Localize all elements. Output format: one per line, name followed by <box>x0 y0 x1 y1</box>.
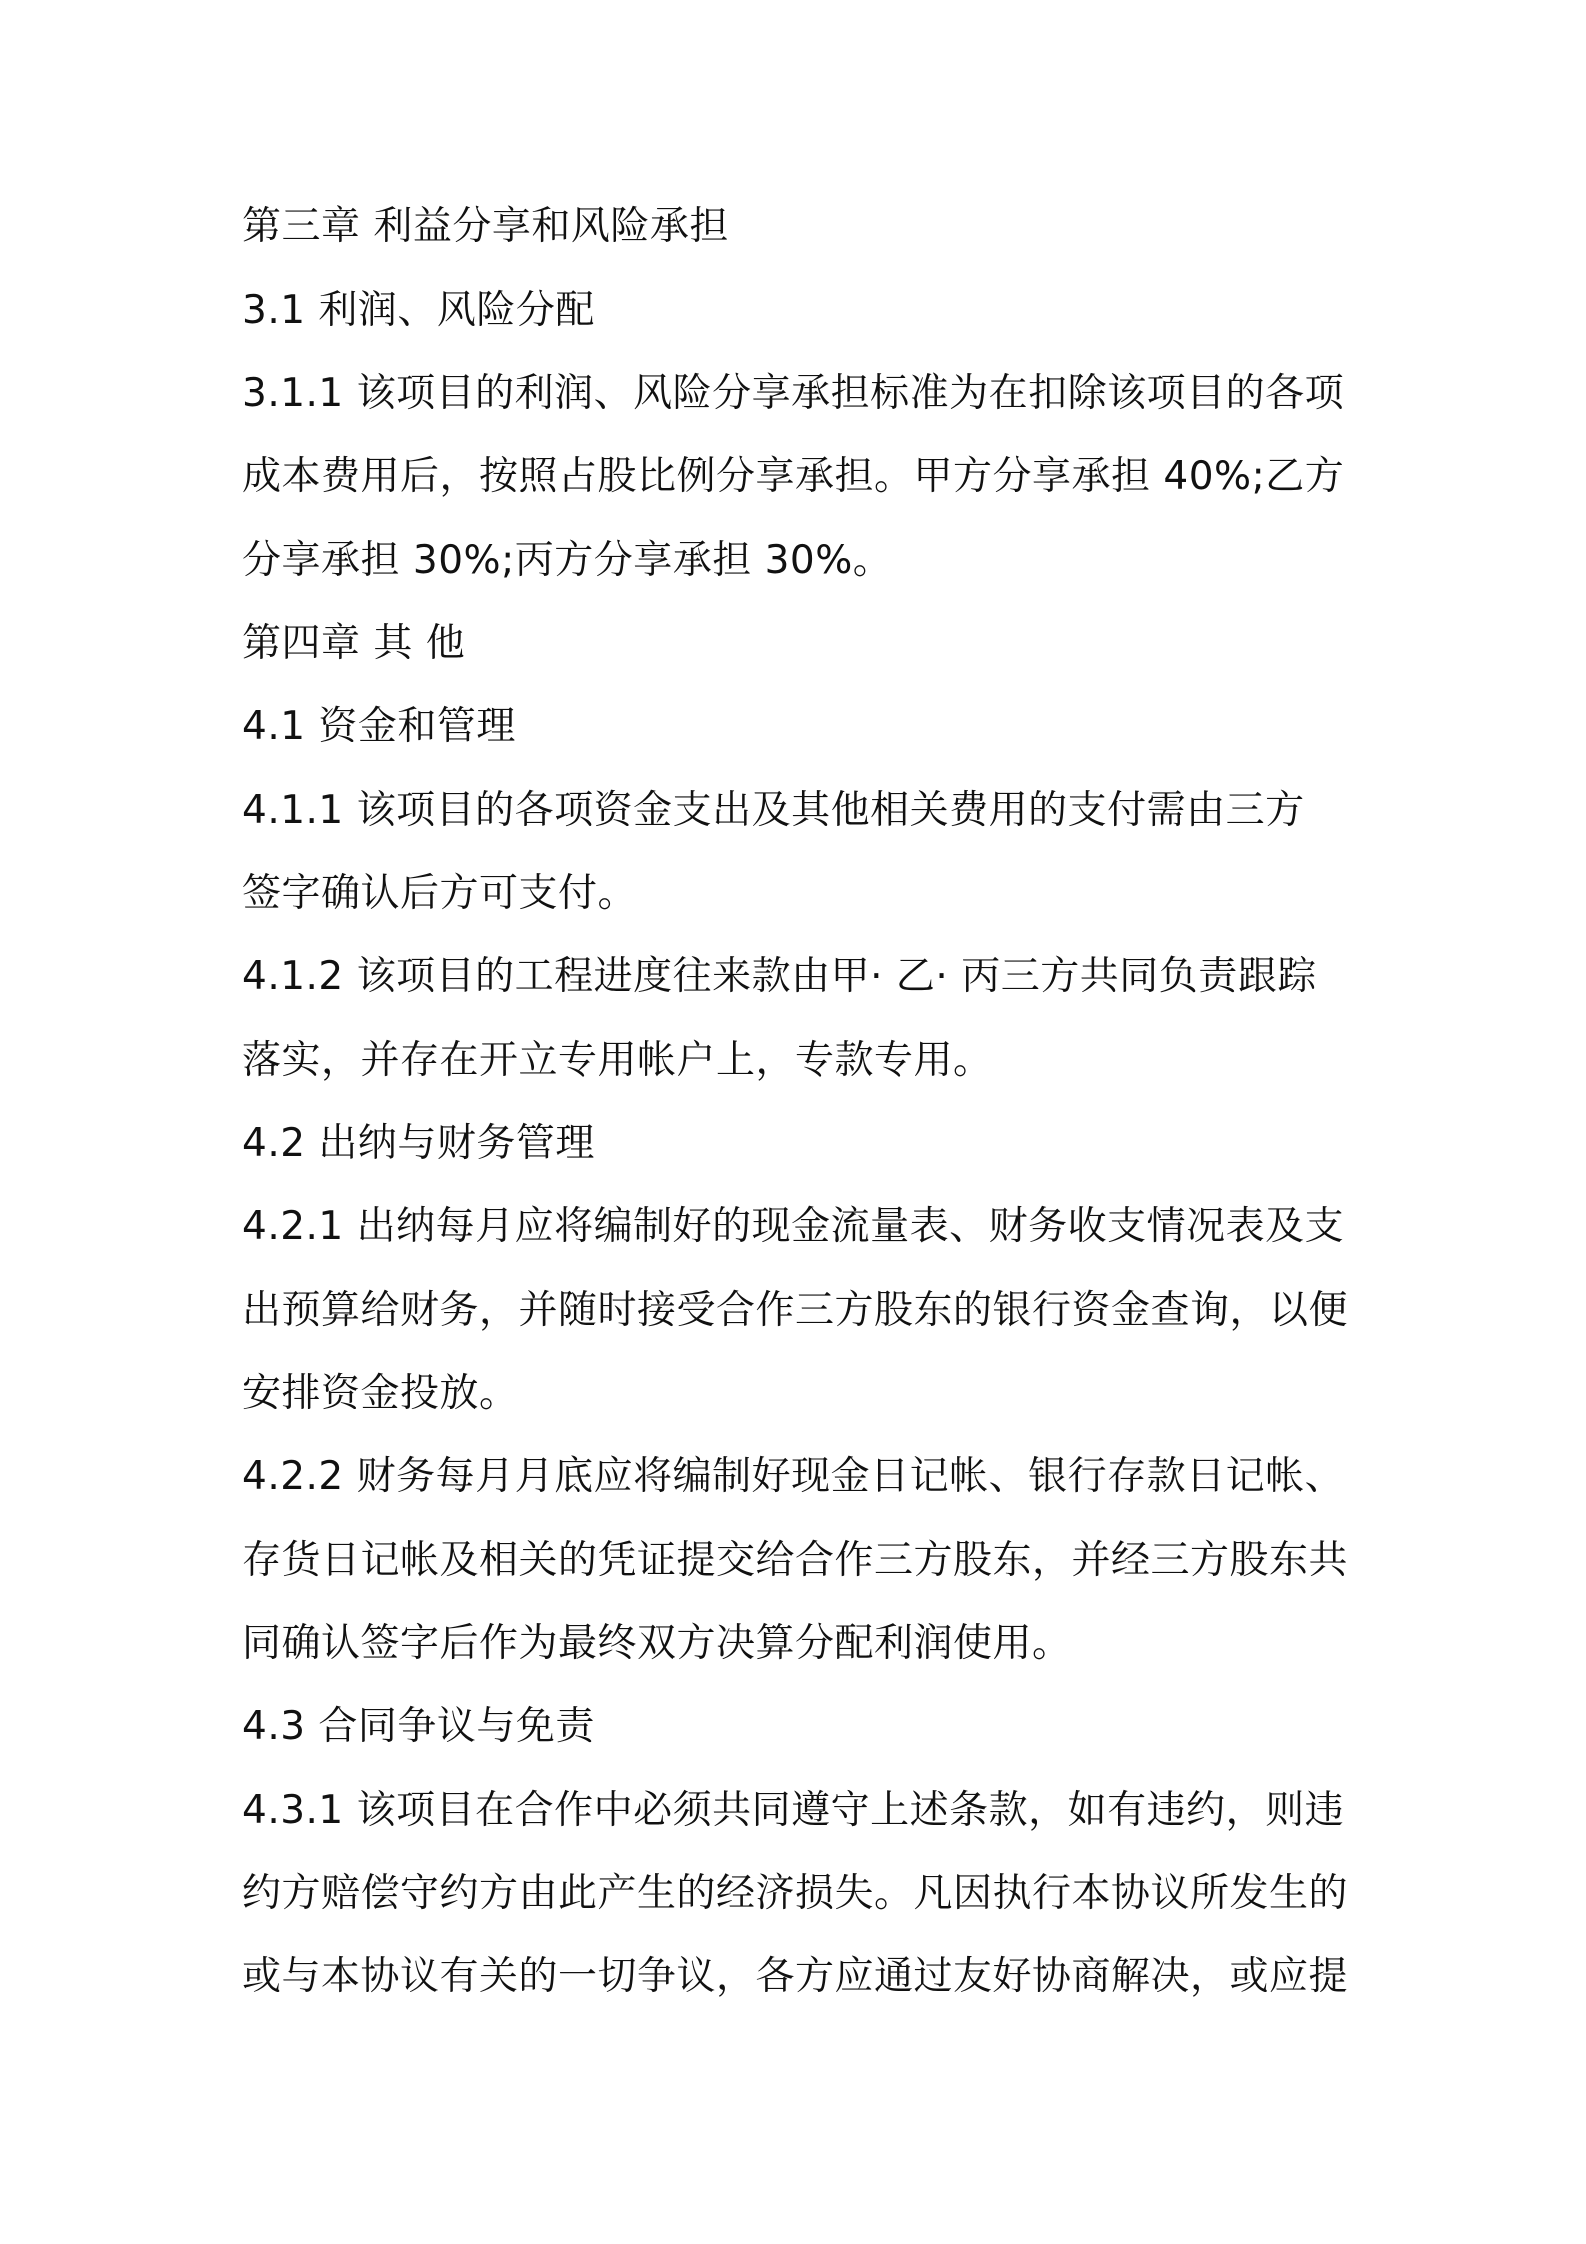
clause-4-1-2-line-2: 落实，并存在开立专用帐户上，专款专用。 <box>242 1038 993 1083</box>
section-4-3-heading: 4.3 合同争议与免责 <box>242 1704 595 1749</box>
section-4-1-heading: 4.1 资金和管理 <box>242 704 516 749</box>
clause-4-3-1-line-2: 约方赔偿守约方由此产生的经济损失。凡因执行本协议所发生的 <box>242 1871 1349 1916</box>
clause-4-1-2-line-1: 4.1.2 该项目的工程进度往来款由甲· 乙· 丙三方共同负责跟踪 <box>242 954 1317 999</box>
clause-4-2-1-line-2: 出预算给财务，并随时接受合作三方股东的银行资金查询，以便 <box>242 1288 1349 1333</box>
clause-4-3-1-line-1: 4.3.1 该项目在合作中必须共同遵守上述条款，如有违约，则违 <box>242 1788 1345 1833</box>
clause-4-2-2-line-1: 4.2.2 财务每月月底应将编制好现金日记帐、银行存款日记帐、 <box>242 1454 1345 1499</box>
clause-4-3-1-line-3: 或与本协议有关的一切争议，各方应通过友好协商解决，或应提 <box>242 1954 1349 1999</box>
clause-3-1-1-line-2: 成本费用后，按照占股比例分享承担。甲方分享承担 40%;乙方 <box>242 454 1345 499</box>
chapter-4-heading: 第四章 其 他 <box>242 621 466 666</box>
clause-3-1-1-line-3: 分享承担 30%;丙方分享承担 30%。 <box>242 538 893 583</box>
clause-4-2-1-line-1: 4.2.1 出纳每月应将编制好的现金流量表、财务收支情况表及支 <box>242 1204 1345 1249</box>
clause-4-2-2-line-2: 存货日记帐及相关的凭证提交给合作三方股东，并经三方股东共 <box>242 1538 1349 1583</box>
chapter-3-heading: 第三章 利益分享和风险承担 <box>242 204 729 249</box>
section-4-2-heading: 4.2 出纳与财务管理 <box>242 1121 595 1166</box>
clause-4-2-1-line-3: 安排资金投放。 <box>242 1371 519 1416</box>
clause-3-1-1-line-1: 3.1.1 该项目的利润、风险分享承担标准为在扣除该项目的各项 <box>242 371 1345 416</box>
section-3-1-heading: 3.1 利润、风险分配 <box>242 288 595 333</box>
clause-4-1-1-line-2: 签字确认后方可支付。 <box>242 871 638 916</box>
clause-4-2-2-line-3: 同确认签字后作为最终双方决算分配利润使用。 <box>242 1621 1072 1666</box>
clause-4-1-1-line-1: 4.1.1 该项目的各项资金支出及其他相关费用的支付需由三方 <box>242 788 1305 833</box>
